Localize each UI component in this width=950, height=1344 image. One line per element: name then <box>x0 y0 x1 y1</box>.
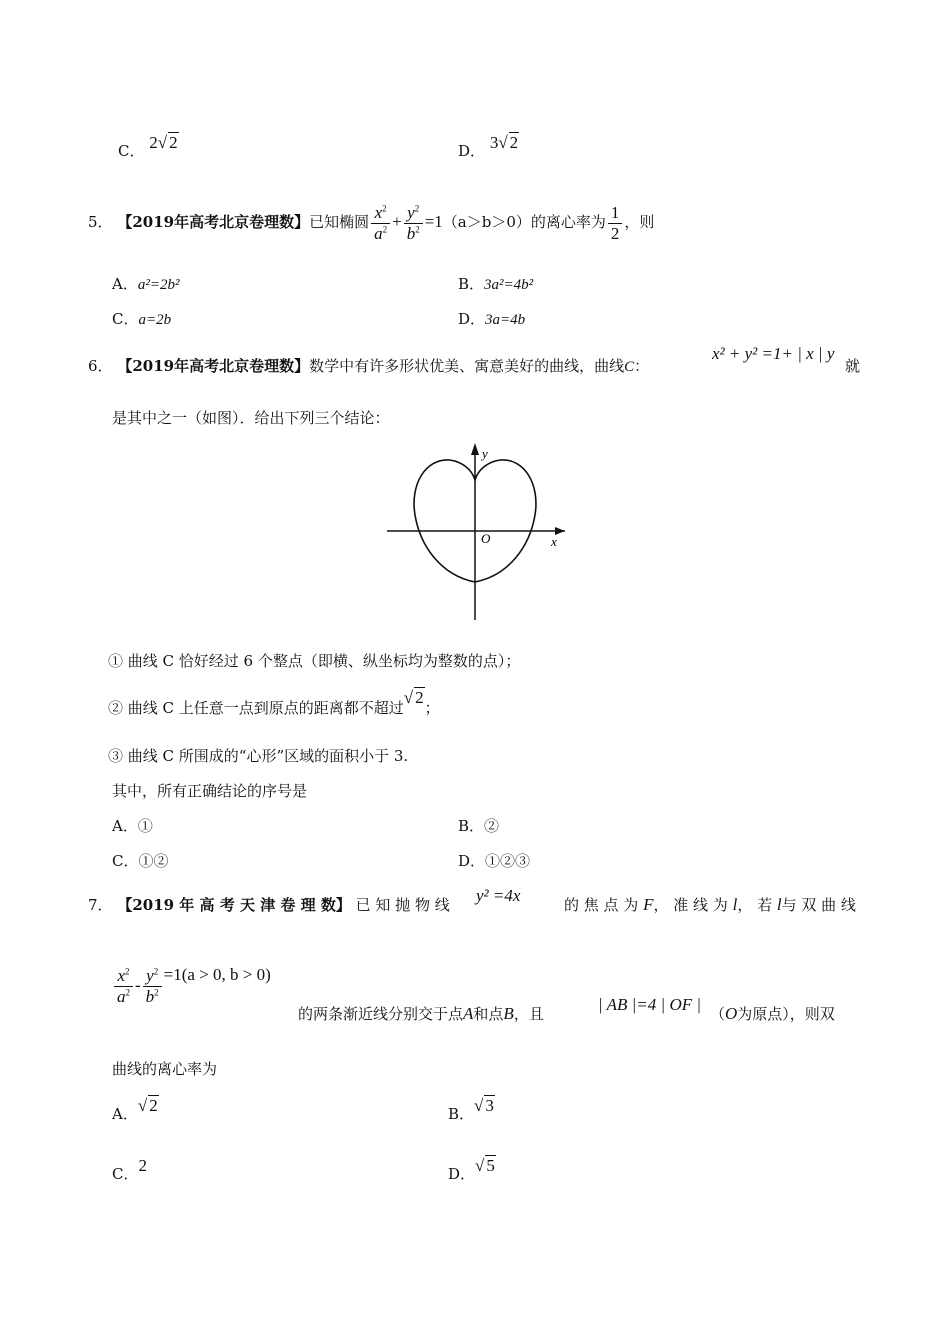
option-label: A． <box>112 275 138 293</box>
stem-text: 为原点），则双 <box>737 1005 835 1023</box>
stem-text: （ <box>710 1005 726 1023</box>
x-axis-label: x <box>551 534 557 549</box>
option-value: ① <box>137 817 153 835</box>
q5-option-d[interactable] <box>458 308 525 329</box>
stem-text: 的两条渐近线分别交于点 <box>298 1005 464 1023</box>
option-label: B． <box>458 817 485 835</box>
ab-of-formula: | AB |=4 | OF | <box>598 995 702 1014</box>
question-number: 5． <box>88 213 113 231</box>
q6-stem-line2: 是其中之一（如图）．给出下列三个结论： <box>112 409 390 427</box>
y-axis-label: y <box>482 446 488 461</box>
y-axis-arrow <box>471 443 479 455</box>
fraction-y2-b2: $\frac{y^2}{b^2}$ <box>143 966 162 1007</box>
option-label: D． <box>458 310 486 328</box>
option-value: ①② <box>138 852 169 870</box>
option-label: A． <box>112 817 138 835</box>
curve-name: C <box>624 359 635 375</box>
q6-stem-tail: 就 <box>845 357 861 375</box>
option-label: A． <box>112 1105 138 1123</box>
stem-text: 与 双 曲 线 <box>781 896 856 914</box>
stem-text: ，则 <box>624 213 655 231</box>
q6-option-c[interactable] <box>112 850 169 871</box>
q7-option-d[interactable] <box>448 1156 496 1184</box>
parabola-formula: y² =4x <box>476 886 521 905</box>
option-label: B． <box>448 1105 475 1123</box>
point-f: F <box>643 895 654 914</box>
plus-sign: + <box>392 212 402 231</box>
stem-text: ，且 <box>513 1005 544 1023</box>
option-label: D． <box>448 1165 476 1183</box>
question-number: 7． <box>88 896 113 914</box>
conclusion-text: ② 曲线 C 上任意一点到原点的距离都不超过 <box>108 699 404 717</box>
fraction-half: $\frac{1}{2}$ <box>608 203 623 244</box>
q4-option-c[interactable] <box>118 133 179 161</box>
q6-conclusion-1: ① 曲线 C 恰好经过 6 个整点（即横、纵坐标均为整数的点）； <box>108 652 521 670</box>
option-value: a=2b <box>138 312 172 328</box>
point-o: O <box>725 1004 738 1023</box>
q5-option-b[interactable] <box>458 273 533 294</box>
option-value: √ 2 <box>137 1096 158 1115</box>
question-source: 【2019 年 高 考 天 津 卷 理 数】 <box>117 896 351 914</box>
line-l: l <box>776 895 782 914</box>
q5-option-a[interactable] <box>112 273 179 294</box>
option-value: 3a=4b <box>485 312 526 328</box>
equals-one: =1 <box>424 212 443 231</box>
q5-stem <box>88 190 654 254</box>
q6-conclusion-2 <box>108 688 440 718</box>
q6-option-a[interactable] <box>112 815 153 836</box>
hyperbola-formula <box>112 966 271 1007</box>
heart-curve-figure <box>385 440 570 622</box>
option-label: B． <box>458 275 485 293</box>
option-value: √ 5 <box>475 1156 495 1175</box>
fraction-x2-a2: $\frac{x^2}{a^2}$ <box>371 203 390 244</box>
fraction-x2-a2: $\frac{x^2}{a^2}$ <box>114 966 133 1007</box>
q7-option-a[interactable] <box>112 1096 159 1124</box>
option-label: C． <box>118 142 145 160</box>
conclusion-text: ； <box>424 699 440 717</box>
option-value: ①②③ <box>485 852 531 870</box>
q7-option-b[interactable] <box>448 1096 495 1124</box>
line-l: l <box>732 895 738 914</box>
minus-sign: - <box>135 975 141 995</box>
stem-text: 的 焦 点 为 <box>564 896 639 914</box>
q6-option-b[interactable] <box>458 815 499 836</box>
q7-option-c[interactable] <box>112 1156 147 1184</box>
fraction-y2-b2: $\frac{y^2}{b^2}$ <box>404 203 423 244</box>
option-value: √ 3 <box>474 1096 494 1115</box>
option-label: C． <box>112 1165 139 1183</box>
q4-option-d[interactable] <box>458 133 519 161</box>
stem-text: 已知椭圆 <box>309 213 370 231</box>
point-b: B <box>503 1004 514 1023</box>
q7-stem-line1b <box>564 894 856 915</box>
option-label: C． <box>112 310 139 328</box>
q7-stem-line3: 曲线的离心率为 <box>112 1060 218 1078</box>
stem-text: 已 知 抛 物 线 <box>355 896 450 914</box>
option-label: D． <box>458 852 486 870</box>
stem-text: 和点 <box>473 1005 504 1023</box>
question-source: 【2019年高考北京卷理数】 <box>117 213 310 231</box>
q7-stem-line2b <box>710 1003 835 1024</box>
q6-stem <box>88 355 649 376</box>
sqrt-value: √ 2 <box>403 688 424 707</box>
stem-text: ， 准 线 为 <box>653 896 728 914</box>
question-number: 6． <box>88 357 113 375</box>
stem-text: ， 若 <box>737 896 773 914</box>
q6-option-d[interactable] <box>458 850 530 871</box>
option-label: C． <box>112 852 139 870</box>
q7-stem-line1 <box>88 894 450 915</box>
option-value: 3a²=4b² <box>484 277 534 293</box>
option-value: 2 <box>138 1156 147 1175</box>
q6-formula: x² + y² =1+ | x | y <box>712 344 835 363</box>
option-label: D． <box>458 142 486 160</box>
question-source: 【2019年高考北京卷理数】 <box>117 357 310 375</box>
q6-conclusion-3: ③ 曲线 C 所围成的“心形”区域的面积小于 3. <box>108 747 409 765</box>
origin-label: O <box>481 531 491 546</box>
stem-text: 数学中有许多形状优美、寓意美好的曲线，曲线 <box>309 357 625 375</box>
option-value: a²=2b² <box>137 277 180 293</box>
q5-option-c[interactable] <box>112 308 171 329</box>
option-value: 3√ 2 <box>489 133 519 152</box>
stem-text: ： <box>634 357 650 375</box>
option-value: ② <box>484 817 500 835</box>
hyperbola-condition: =1(a > 0, b > 0) <box>163 965 271 985</box>
q7-stem-line2 <box>298 1003 544 1024</box>
option-value: 2√ 2 <box>149 133 178 152</box>
stem-text: （a＞b＞0）的离心率为 <box>442 213 606 231</box>
q6-ask: 其中，所有正确结论的序号是 <box>112 782 308 800</box>
point-a: A <box>463 1004 474 1023</box>
